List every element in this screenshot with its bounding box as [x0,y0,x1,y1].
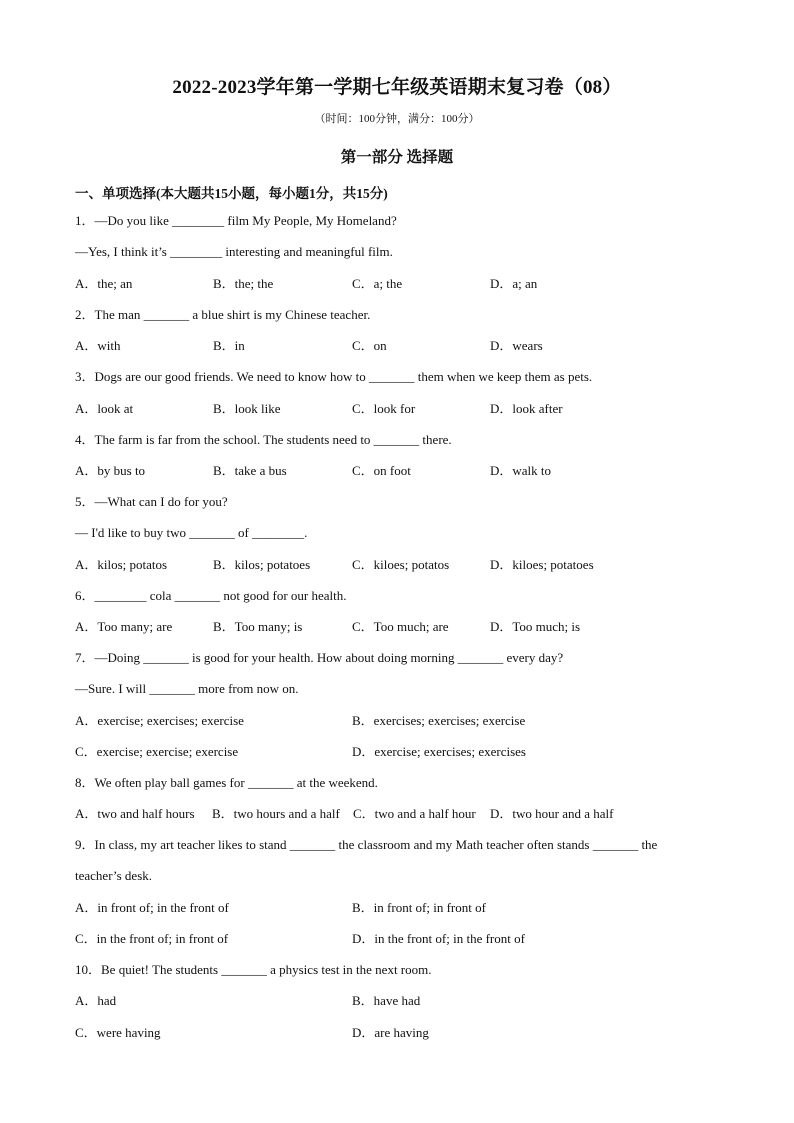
question-1-option-a: A．the; an [75,276,133,291]
question-6-option-a: A．Too many; are [75,619,173,634]
question-9-option-b: B．in front of; in front of [352,900,486,915]
question-7-reply: —Sure. I will _______ more from now on. [75,681,299,696]
question-9-stem: 9．In class, my art teacher likes to stand _______ the classroom and my Math teacher often stands _______ the [75,837,658,852]
question-6-option-b: B．Too many; is [213,619,303,634]
question-1-stem: 1．—Do you like ________ film My People, My Homeland? [75,213,397,228]
question-2-option-b: B．in [213,338,245,353]
question-1-reply: —Yes, I think it’s ________ interesting and meaningful film. [75,244,393,259]
question-10-stem: 10．Be quiet! The students _______ a physics test in the next room. [75,962,432,977]
question-4-option-d: D．walk to [490,463,552,478]
question-3-stem: 3．Dogs are our good friends. We need to know how to _______ them when we keep them as pets. [75,369,593,384]
section-heading: 一、单项选择(本大题共15小题，每小题1分，共15分) [75,186,388,201]
question-9-stem-continued: teacher’s desk. [75,868,153,883]
question-7-option-b: B．exercises; exercises; exercise [352,713,526,728]
question-8-option-d: D．two hour and a half [490,806,614,821]
question-1-option-d: D．a; an [490,276,538,291]
question-5-reply: — I'd like to buy two _______ of ________. [75,525,308,540]
question-7-option-c: C．exercise; exercise; exercise [75,744,239,759]
question-5-option-d: D．kiloes; potatoes [490,557,594,572]
question-5-option-c: C．kiloes; potatos [352,557,450,572]
question-4-option-a: A．by bus to [75,463,146,478]
question-10-option-d: D．are having [352,1025,429,1040]
question-3-option-d: D．look after [490,401,563,416]
question-6-option-d: D．Too much; is [490,619,581,634]
question-5-option-b: B．kilos; potatoes [213,557,311,572]
question-9-option-d: D．in the front of; in the front of [352,931,525,946]
question-2-option-a: A．with [75,338,121,353]
question-3-option-c: C．look for [352,401,416,416]
question-7-option-d: D．exercise; exercises; exercises [352,744,526,759]
question-7-option-a: A．exercise; exercises; exercise [75,713,244,728]
question-8-option-a: A．two and half hours [75,806,195,821]
question-5-stem: 5．—What can I do for you? [75,494,228,509]
question-2-option-d: D．wears [490,338,543,353]
question-10-option-a: A．had [75,993,117,1008]
page-title: 2022-2023学年第一学期七年级英语期末复习卷（08） [172,77,622,98]
question-1-option-b: B．the; the [213,276,274,291]
question-5-option-a: A．kilos; potatos [75,557,168,572]
question-8-stem: 8．We often play ball games for _______ at the weekend. [75,775,378,790]
question-10-option-b: B．have had [352,993,421,1008]
question-4-stem: 4．The farm is far from the school. The students need to _______ there. [75,432,452,447]
part-heading: 第一部分 选择题 [340,149,454,166]
question-3-option-b: B．look like [213,401,281,416]
question-1-option-c: C．a; the [352,276,403,291]
question-9-option-c: C．in the front of; in front of [75,931,229,946]
question-3-option-a: A．look at [75,401,134,416]
question-9-option-a: A．in front of; in the front of [75,900,229,915]
question-2-option-c: C．on [352,338,387,353]
exam-info: （时间：100分钟，满分：100分） [314,113,480,125]
question-4-option-c: C．on foot [352,463,411,478]
question-6-option-c: C．Too much; are [352,619,449,634]
question-8-option-c: C．two and a half hour [353,806,476,821]
question-2-stem: 2．The man _______ a blue shirt is my Chinese teacher. [75,307,371,322]
question-4-option-b: B．take a bus [213,463,287,478]
question-6-stem: 6．________ cola _______ not good for our health. [75,588,347,603]
question-8-option-b: B．two hours and a half [212,806,340,821]
question-7-stem: 7．—Doing _______ is good for your health. How about doing morning _______ every day? [75,650,564,665]
question-10-option-c: C．were having [75,1025,161,1040]
